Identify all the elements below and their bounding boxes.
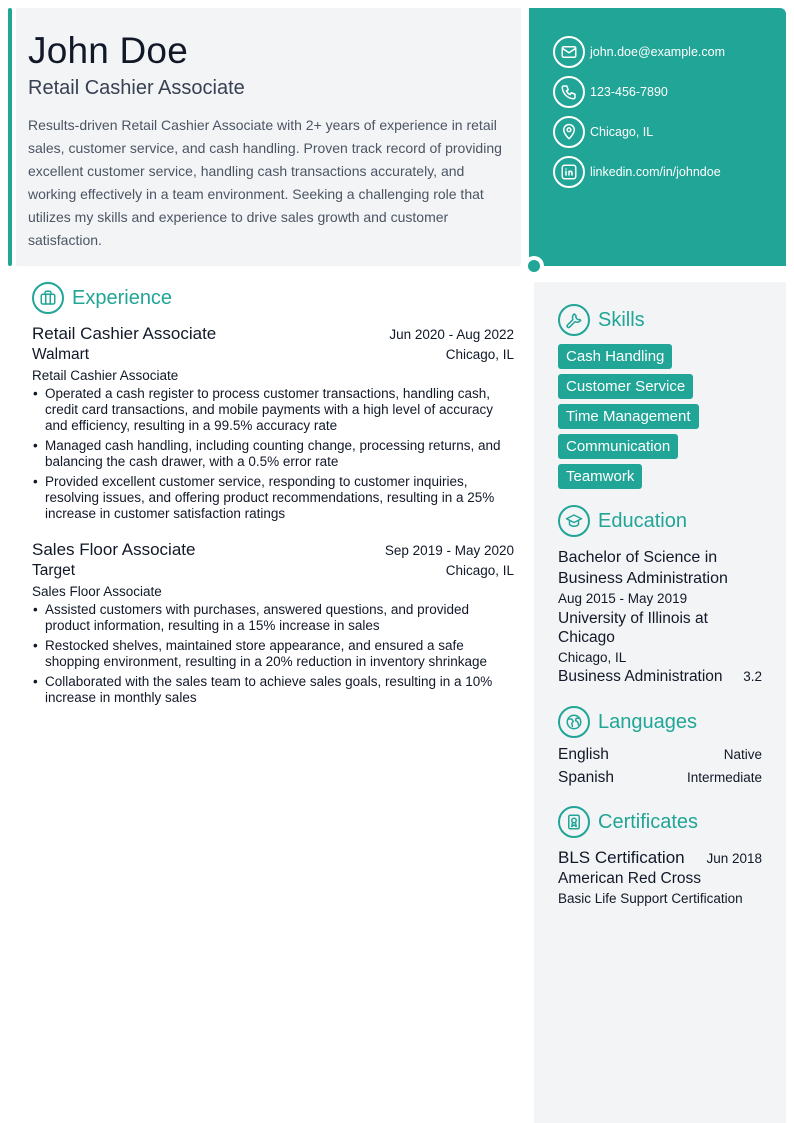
- languages-list: [558, 746, 762, 792]
- education-heading: [558, 505, 762, 537]
- language-level: Intermediate: [686, 770, 762, 785]
- language-name: Spanish: [558, 769, 615, 786]
- certificate-issuer: American Red Cross: [558, 870, 701, 887]
- header-accent-bar: [8, 8, 12, 266]
- wrench-icon: [558, 304, 590, 336]
- phone-icon: [553, 76, 585, 108]
- languages-title: Languages: [598, 710, 697, 733]
- language-name: English: [558, 746, 609, 763]
- job-bullets: [32, 386, 514, 522]
- education-title: Education: [598, 509, 687, 532]
- education-degree: Bachelor of Science in Business Administration: [558, 549, 728, 587]
- contact-location-text: Chicago, IL: [590, 125, 654, 139]
- candidate-name: John Doe: [28, 30, 188, 71]
- certificate-description: Basic Life Support Certification: [558, 891, 743, 906]
- education-dates: Aug 2015 - May 2019: [558, 591, 688, 606]
- job-location: Chicago, IL: [445, 347, 514, 362]
- job-dates: Jun 2020 - Aug 2022: [389, 327, 514, 342]
- certificate-date: Jun 2018: [706, 851, 762, 866]
- language-item: [558, 769, 762, 792]
- contact-panel: [529, 8, 786, 266]
- contact-email[interactable]: [553, 32, 786, 72]
- education-school: University of Illinois at Chicago: [558, 610, 708, 646]
- candidate-title: Retail Cashier Associate: [28, 76, 245, 99]
- job-bullet: • Restocked shelves, maintained store appearance, and ensured a safe shopping environment, resulting in a 20% reduction in inventory shrinkage: [32, 638, 514, 670]
- skill-tag: Time Management: [558, 404, 699, 429]
- job-location: Chicago, IL: [445, 563, 514, 578]
- skill-tag: Customer Service: [558, 374, 693, 399]
- education-gpa: 3.2: [743, 669, 762, 684]
- briefcase-icon: [32, 282, 64, 314]
- contact-phone[interactable]: [553, 72, 786, 112]
- skills-title: Skills: [598, 308, 645, 331]
- education-field: Business Administration: [558, 668, 723, 685]
- job-bullet: • Operated a cash register to process customer transactions, handling cash, credit card transactions, and mobile payments with a high level of accuracy and efficiency, resulting in a 99.5% accuracy rate: [32, 386, 514, 434]
- header-notch-dot: [528, 260, 540, 272]
- job-dates: Sep 2019 - May 2020: [384, 543, 514, 558]
- main-column: [32, 282, 514, 710]
- location-pin-icon: [553, 116, 585, 148]
- skill-tag: Communication: [558, 434, 678, 459]
- graduation-cap-icon: [558, 505, 590, 537]
- experience-title: Experience: [72, 286, 173, 309]
- job-role: Retail Cashier Associate: [32, 368, 179, 383]
- job-entry: [32, 324, 514, 522]
- contact-location: [553, 112, 786, 152]
- job-bullets: [32, 602, 514, 706]
- header-panel: [16, 8, 521, 266]
- language-level: Native: [723, 747, 762, 762]
- contact-phone-text: 123-456-7890: [590, 85, 668, 99]
- certificates-heading: [558, 806, 762, 838]
- skills-list: [558, 344, 762, 489]
- job-company: Target: [32, 562, 76, 579]
- summary-text: Results-driven Retail Cashier Associate with 2+ years of experience in retail sales, customer service, and cash handling. Proven track record of providing excellent customer service, handling cash transactions accurately, and working effectively in a team environment. Seeking a challenging role that utilizes my skills and experience to drive sales growth and customer satisfaction.: [28, 116, 502, 248]
- contact-linkedin-text: linkedin.com/in/johndoe: [590, 165, 721, 179]
- contact-linkedin[interactable]: [553, 152, 786, 192]
- job-bullet: • Provided excellent customer service, responding to customer inquiries, resolving issues, and offering product recommendations, resulting in a 25% increase in customer satisfaction ratings: [32, 474, 514, 522]
- skills-heading: [558, 304, 762, 336]
- sidebar-column: [534, 282, 786, 1123]
- globe-icon: [558, 706, 590, 738]
- job-bullet: • Collaborated with the sales team to achieve sales goals, resulting in a 10% increase in monthly sales: [32, 674, 514, 706]
- experience-heading: [32, 282, 514, 314]
- mail-icon: [553, 36, 585, 68]
- job-bullet: • Assisted customers with purchases, answered questions, and provided product information, resulting in a 15% increase in sales: [32, 602, 514, 634]
- skill-tag: Teamwork: [558, 464, 642, 489]
- job-title: Sales Floor Associate: [32, 540, 196, 559]
- languages-heading: [558, 706, 762, 738]
- job-role: Sales Floor Associate: [32, 584, 162, 599]
- language-item: [558, 746, 762, 769]
- education-location: Chicago, IL: [558, 650, 627, 665]
- job-title: Retail Cashier Associate: [32, 324, 217, 343]
- job-entry: [32, 540, 514, 706]
- contact-email-text: john.doe@example.com: [590, 45, 725, 59]
- linkedin-icon: [553, 156, 585, 188]
- skill-tag: Cash Handling: [558, 344, 672, 369]
- certificate-icon: [558, 806, 590, 838]
- job-company: Walmart: [32, 346, 90, 363]
- certificates-title: Certificates: [598, 810, 699, 833]
- job-bullet: • Managed cash handling, including counting change, processing returns, and balancing the cash drawer, with a 0.5% error rate: [32, 438, 514, 470]
- certificate-name: BLS Certification: [558, 848, 685, 867]
